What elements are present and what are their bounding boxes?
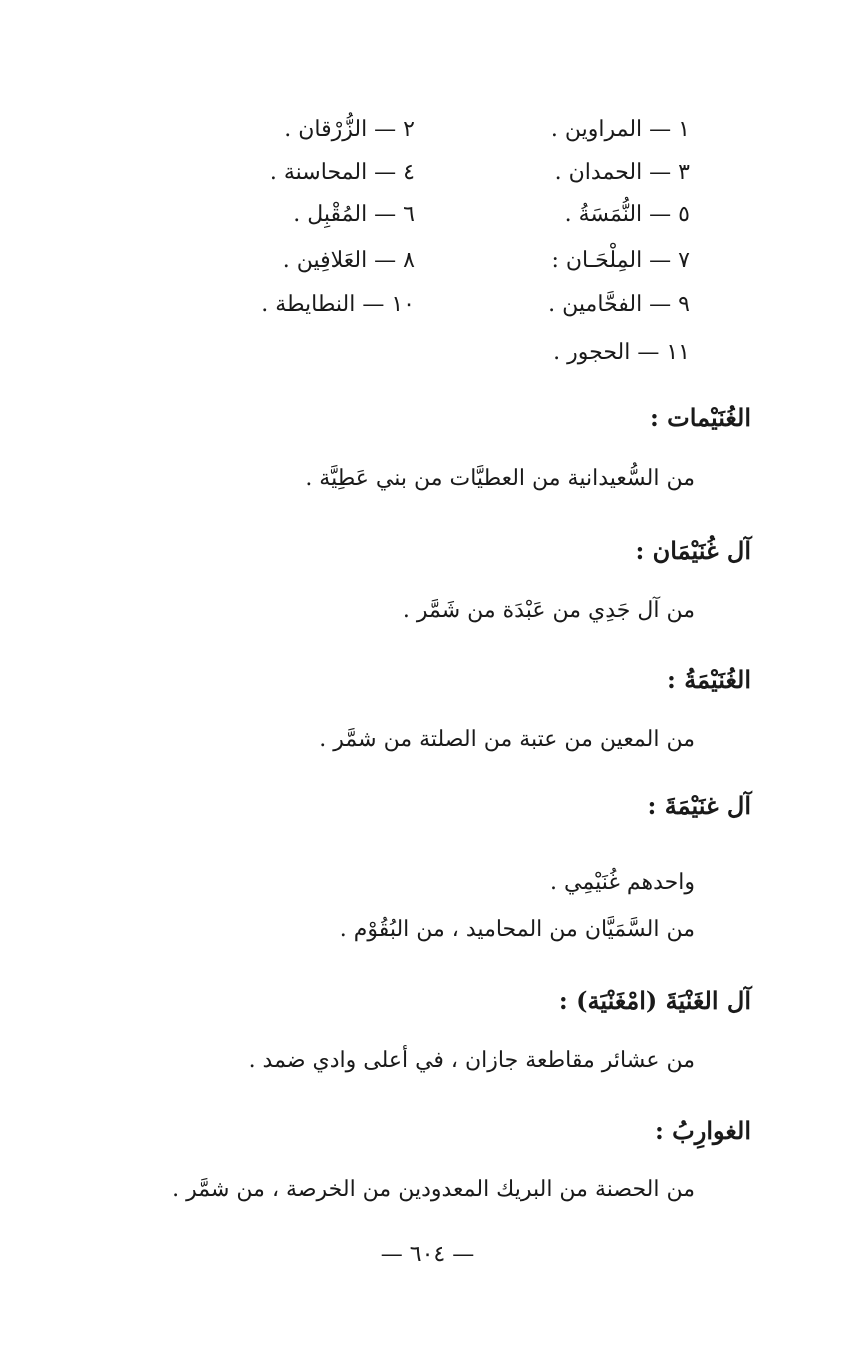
- list-item: ١ — المراوين .: [550, 117, 690, 142]
- entry-heading: آل غُنَيْمَان :: [635, 536, 751, 565]
- entry-heading: آل الغَنْيَةَ (امْغَنْيَة) :: [558, 986, 751, 1015]
- entry-text: من عشائر مقاطعة جازان ، في أعلى وادي ضمد .: [248, 1048, 695, 1073]
- entry-heading: الغوارِبُ :: [654, 1116, 751, 1145]
- list-item: ١٠ — النطايطة .: [261, 292, 415, 317]
- entry-heading: الغُنَيْمات :: [649, 403, 751, 432]
- list-item: ٨ — العَلافِين .: [282, 248, 415, 273]
- entry-text: من السُّعيدانية من العطيَّات من بني عَطِيَّة .: [305, 466, 695, 491]
- list-item: ٣ — الحمدان .: [554, 160, 690, 185]
- page-number: — ٦٠٤ —: [380, 1242, 475, 1267]
- entry-text: من آل جَدِي من عَبْدَة من شَمَّر .: [402, 598, 695, 623]
- entry-text: من السَّمَيَّان من المحاميد ، من البُقُوْم .: [339, 917, 695, 942]
- entry-text: من المعين من عتبة من الصلتة من شمَّر .: [319, 727, 695, 752]
- list-item: ٢ — الزُّرْقان .: [284, 117, 415, 142]
- list-item: ٥ — النُّمَسَةُ .: [564, 202, 690, 227]
- entry-text: من الحصنة من البريك المعدودين من الخرصة ، من شمَّر .: [172, 1177, 695, 1202]
- list-item: ٤ — المحاسنة .: [269, 160, 415, 185]
- entry-heading: آل غنَيْمَةَ :: [647, 791, 751, 820]
- list-item: ١١ — الحجور .: [553, 340, 690, 365]
- entry-heading: الغُنَيْمَةُ :: [667, 665, 751, 694]
- list-item: ٩ — الفحَّامين .: [548, 292, 690, 317]
- entry-text: واحدهم غُنَيْمِي .: [550, 870, 695, 895]
- list-item: ٧ — المِلْحَـان :: [551, 248, 690, 273]
- list-item: ٦ — المُقْبِل .: [293, 202, 415, 227]
